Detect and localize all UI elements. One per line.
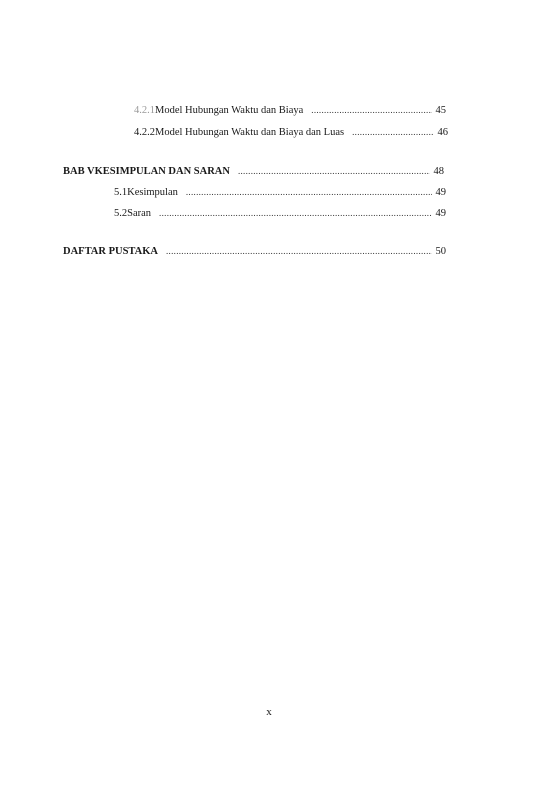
- toc-entry-title: Kesimpulan: [127, 187, 178, 198]
- toc-entry-number: 5.1: [114, 187, 128, 198]
- toc-entry-daftar-pustaka: [63, 244, 446, 259]
- toc-entry-title: Saran: [127, 208, 152, 219]
- toc-entry-page: 46: [437, 127, 448, 138]
- toc-entry-page: 49: [435, 187, 446, 198]
- toc-entry-page: 49: [435, 208, 446, 219]
- toc-entry-5-2: [114, 206, 446, 221]
- toc-leader-dots: [352, 125, 433, 139]
- toc-leader-dots: [166, 244, 432, 258]
- toc-entry-number: 4.2.2: [134, 127, 155, 138]
- toc-entry-page: 48: [433, 166, 444, 177]
- toc-entry-page: 45: [435, 105, 446, 116]
- toc-entry-bab-v: [63, 164, 444, 179]
- toc-entry-number: 5.2: [114, 208, 128, 219]
- toc-entry-4-2-1: [134, 103, 446, 118]
- toc-entry-4-2-2: [134, 125, 448, 140]
- toc-entry-title: KESIMPULAN DAN SARAN: [94, 166, 230, 177]
- toc-entry-page: 50: [435, 246, 446, 257]
- page-number-footer: x: [266, 706, 272, 718]
- toc-leader-dots: [311, 103, 431, 117]
- toc-entry-title: DAFTAR PUSTAKA: [63, 246, 158, 257]
- toc-leader-dots: [238, 164, 430, 178]
- toc-entry-number: 4.2.1: [134, 105, 155, 116]
- toc-leader-dots: [159, 206, 431, 220]
- toc-entry-title: Model Hubungan Waktu dan Biaya: [155, 105, 304, 116]
- toc-entry-5-1: [114, 185, 446, 200]
- toc-entry-title: Model Hubungan Waktu dan Biaya dan Luas: [155, 127, 345, 138]
- toc-leader-dots: [186, 185, 432, 199]
- toc-chapter-label: BAB V: [63, 166, 95, 177]
